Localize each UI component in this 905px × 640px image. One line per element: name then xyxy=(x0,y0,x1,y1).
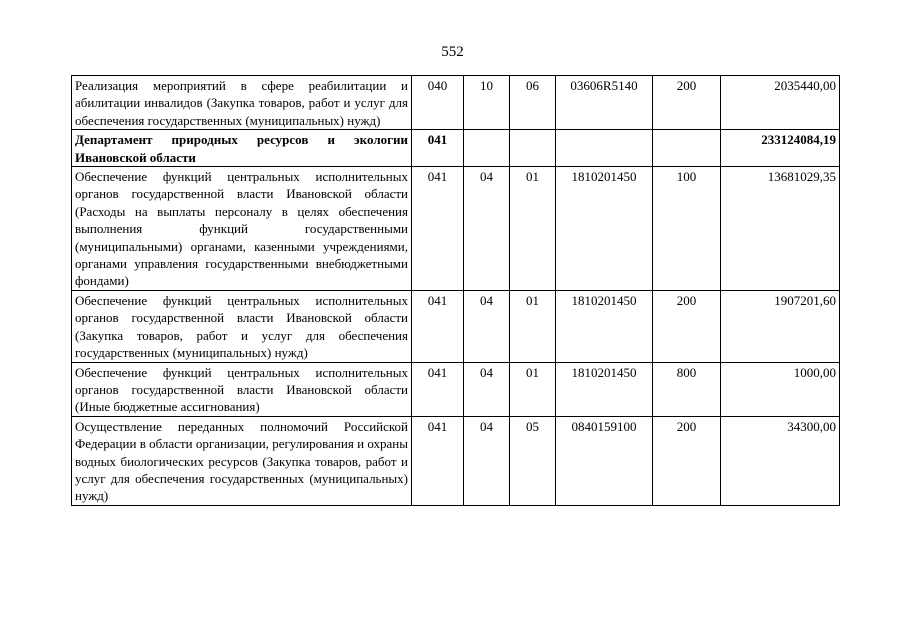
section-code: 10 xyxy=(464,76,510,130)
section-code: 04 xyxy=(464,290,510,362)
table-row xyxy=(72,130,840,167)
target-article-code: 1810201450 xyxy=(556,167,653,291)
ministry-code: 041 xyxy=(412,416,464,505)
subsection-code: 01 xyxy=(510,290,556,362)
budget-table xyxy=(71,75,840,506)
target-article-code: 03606R5140 xyxy=(556,76,653,130)
page-number: 552 xyxy=(441,44,464,60)
amount: 1000,00 xyxy=(721,362,840,416)
ministry-code: 041 xyxy=(412,362,464,416)
subsection-code: 05 xyxy=(510,416,556,505)
ministry-code: 041 xyxy=(412,290,464,362)
row-description: Обеспечение функций центральных исполнительных органов государственной власти Ивановской области (Закупка товаров, работ и услуг для обеспечения государственных (муниципальных) нужд) xyxy=(72,290,412,362)
expense-type-code: 200 xyxy=(653,416,721,505)
target-article-code: 0840159100 xyxy=(556,416,653,505)
row-description: Департамент природных ресурсов и экологии Ивановской области xyxy=(72,130,412,167)
expense-type-code: 800 xyxy=(653,362,721,416)
ministry-code: 041 xyxy=(412,167,464,291)
expense-type-code: 200 xyxy=(653,76,721,130)
amount: 2035440,00 xyxy=(721,76,840,130)
ministry-code: 040 xyxy=(412,76,464,130)
section-code: 04 xyxy=(464,167,510,291)
ministry-code: 041 xyxy=(412,130,464,167)
target-article-code: 1810201450 xyxy=(556,362,653,416)
table-row xyxy=(72,290,840,362)
table-row xyxy=(72,416,840,505)
section-code: 04 xyxy=(464,362,510,416)
expense-type-code xyxy=(653,130,721,167)
amount: 233124084,19 xyxy=(721,130,840,167)
table-row xyxy=(72,167,840,291)
subsection-code: 01 xyxy=(510,167,556,291)
section-code xyxy=(464,130,510,167)
row-description: Обеспечение функций центральных исполнительных органов государственной власти Ивановской области (Расходы на выплаты персоналу в целях обеспечения выполнения функций государственными (муниципальными) органами, казенными учреждениями, органами управления государственными внебюджетными фондами) xyxy=(72,167,412,291)
row-description: Обеспечение функций центральных исполнительных органов государственной власти Ивановской области (Иные бюджетные ассигнования) xyxy=(72,362,412,416)
target-article-code: 1810201450 xyxy=(556,290,653,362)
amount: 1907201,60 xyxy=(721,290,840,362)
subsection-code xyxy=(510,130,556,167)
subsection-code: 06 xyxy=(510,76,556,130)
row-description: Осуществление переданных полномочий Российской Федерации в области организации, регулирования и охраны водных биологических ресурсов (Закупка товаров, работ и услуг для обеспечения государственных (муниципальных) нужд) xyxy=(72,416,412,505)
amount: 34300,00 xyxy=(721,416,840,505)
expense-type-code: 100 xyxy=(653,167,721,291)
table-row xyxy=(72,362,840,416)
amount: 13681029,35 xyxy=(721,167,840,291)
table-row xyxy=(72,76,840,130)
target-article-code xyxy=(556,130,653,167)
section-code: 04 xyxy=(464,416,510,505)
expense-type-code: 200 xyxy=(653,290,721,362)
subsection-code: 01 xyxy=(510,362,556,416)
row-description: Реализация мероприятий в сфере реабилитации и абилитации инвалидов (Закупка товаров, работ и услуг для обеспечения государственных (муниципальных) нужд) xyxy=(72,76,412,130)
